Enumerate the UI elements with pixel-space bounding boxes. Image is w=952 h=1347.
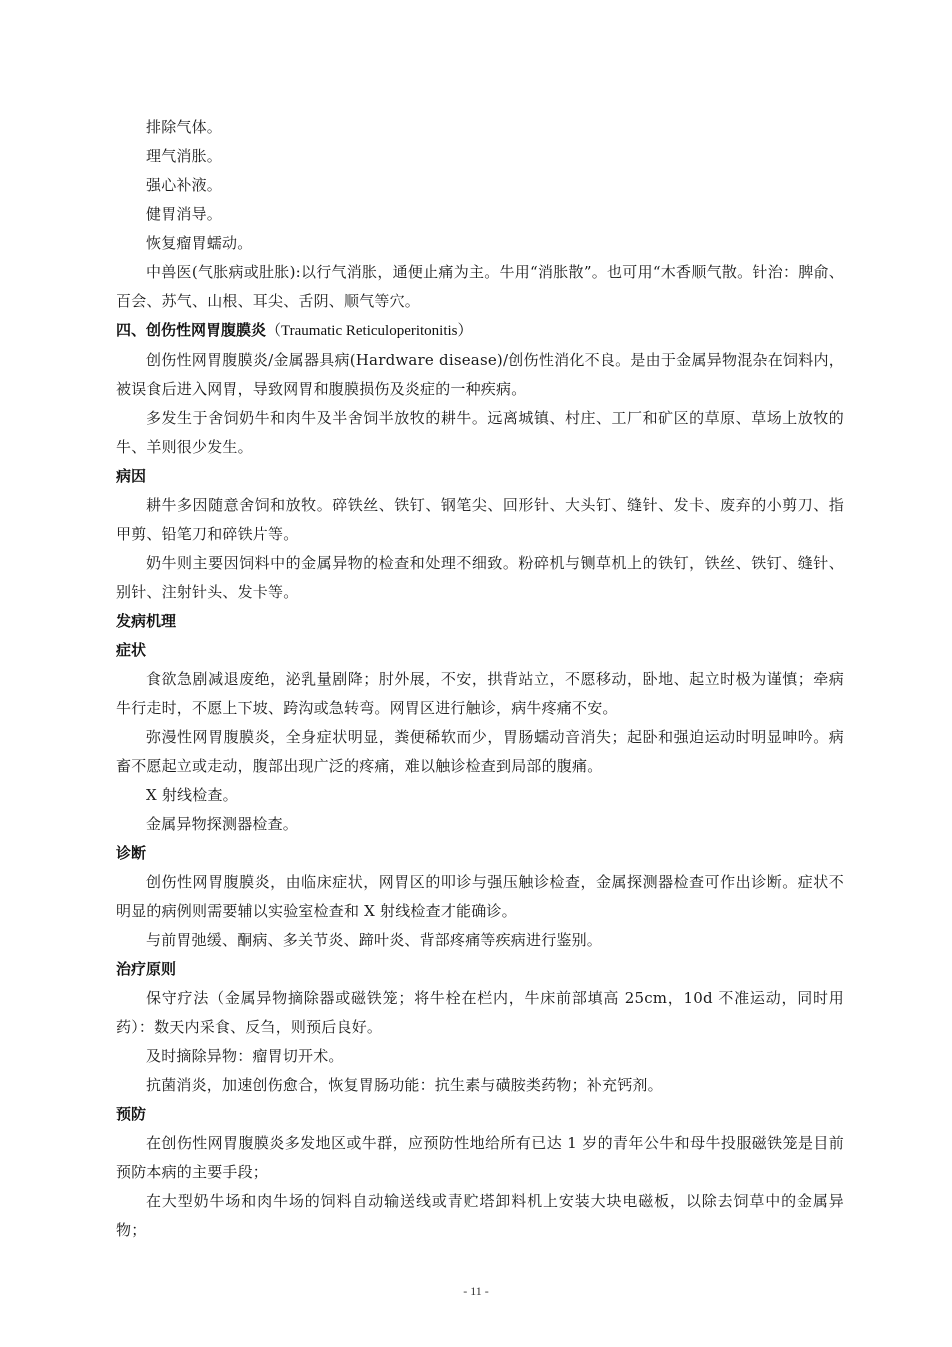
body-paragraph: 食欲急剧减退废绝，泌乳量剧降；肘外展，不安，拱背站立，不愿移动，卧地、起立时极为谨慎；牵病牛行走时，不愿上下坡、跨沟或急转弯。网胃区进行触诊，病牛疼痛不安。 [116,670,844,717]
heading-text: 发病机理 [116,612,177,630]
body-paragraph: 中兽医(气胀病或肚胀):以行气消胀，通便止痛为主。牛用“消胀散”。也可用“木香顺气散。针治：脾俞、百会、苏气、山根、耳尖、舌阴、顺气等穴。 [116,263,844,310]
body-paragraph: 保守疗法（金属异物摘除器或磁铁笼；将牛栓在栏内，牛床前部填高 25cm，10d 不准运动，同时用药）：数天内采食、反刍，则预后良好。 [116,989,844,1036]
section-heading [116,839,844,868]
body-paragraph: 强心补液。 [146,176,223,194]
heading-text: 症状 [116,641,147,659]
heading-text: 诊断 [116,844,147,862]
body-paragraph: 奶牛则主要因饲料中的金属异物的检查和处理不细致。粉碎机与铡草机上的铁钉，铁丝、铁钉、缝针、别针、注射针头、发卡等。 [116,554,844,601]
body-paragraph: 与前胃弛缓、酮病、多关节炎、蹄叶炎、背部疼痛等疾病进行鉴别。 [146,931,603,949]
body-paragraph: 及时摘除异物：瘤胃切开术。 [146,1047,344,1065]
section-heading [116,607,844,636]
body-paragraph: 金属异物探测器检查。 [146,815,299,833]
heading-text: 病因 [116,467,147,485]
section-heading [116,636,844,665]
body-paragraph: 在大型奶牛场和肉牛场的饲料自动输送线或青贮塔卸料机上安装大块电磁板，以除去饲草中的金属异物； [116,1192,844,1239]
body-paragraph: 排除气体。 [146,118,223,136]
body-paragraph: 多发生于舍饲奶牛和肉牛及半舍饲半放牧的耕牛。远离城镇、村庄、工厂和矿区的草原、草场上放牧的牛、羊则很少发生。 [116,409,844,456]
body-paragraph: 在创伤性网胃腹膜炎多发地区或牛群，应预防性地给所有已达 1 岁的青年公牛和母牛投服磁铁笼是目前预防本病的主要手段； [116,1134,844,1181]
section-heading [116,955,844,984]
body-paragraph: 创伤性网胃腹膜炎/金属器具病(Hardware disease)/创伤性消化不良。是由于金属异物混杂在饲料内，被误食后进入网胃，导致网胃和腹膜损伤及炎症的一种疾病。 [116,351,844,398]
page-number: - 11 - [463,1284,489,1298]
body-paragraph: 理气消胀。 [146,147,223,165]
body-paragraph: 抗菌消炎，加速创伤愈合，恢复胃肠功能：抗生素与磺胺类药物；补充钙剂。 [146,1076,663,1094]
heading-english-title: （Traumatic Reticuloperitonitis） [266,323,473,339]
body-paragraph: 恢复瘤胃蠕动。 [146,234,253,252]
section-heading [116,462,844,491]
section-heading [116,1100,844,1129]
section-heading [116,316,844,346]
heading-text: 治疗原则 [116,960,177,978]
heading-text: 预防 [116,1105,147,1123]
document-body [116,113,844,1245]
body-paragraph: 创伤性网胃腹膜炎，由临床症状，网胃区的叩诊与强压触诊检查，金属探测器检查可作出诊断。症状不明显的病例则需要辅以实验室检查和 X 射线检查才能确诊。 [116,873,844,920]
body-paragraph: X 射线检查。 [146,786,238,804]
body-paragraph: 弥漫性网胃腹膜炎，全身症状明显，粪便稀软而少，胃肠蠕动音消失；起卧和强迫运动时明显呻吟。病畜不愿起立或走动，腹部出现广泛的疼痛，难以触诊检查到局部的腹痛。 [116,728,844,775]
body-paragraph: 耕牛多因随意舍饲和放牧。碎铁丝、铁钉、钢笔尖、回形针、大头钉、缝针、发卡、废弃的小剪刀、指甲剪、铅笔刀和碎铁片等。 [116,496,844,543]
heading-text: 四、创伤性网胃腹膜炎 [116,321,267,339]
body-paragraph: 健胃消导。 [146,205,223,223]
